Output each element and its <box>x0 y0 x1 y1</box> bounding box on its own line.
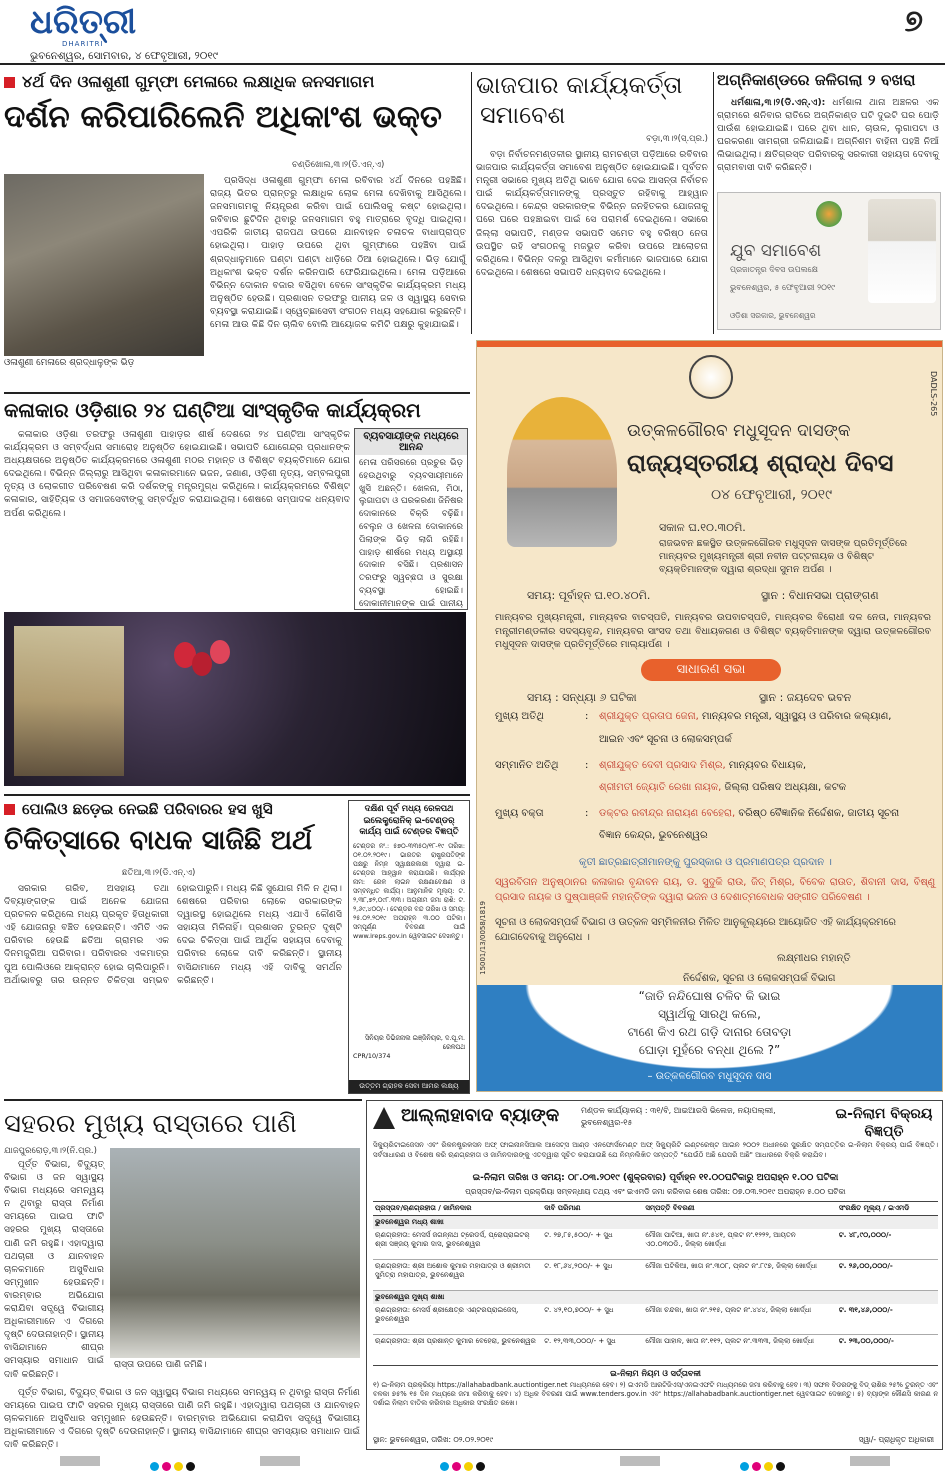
tender-footer: ଉତ୍ତମ ଗ୍ରାହକ ସେବା ଆମର ଲକ୍ଷ୍ୟ <box>349 1080 469 1093</box>
black-dot <box>776 1462 785 1471</box>
row-rule-2 <box>4 794 470 796</box>
story-bjp-headline-2: ସମାବେଶ <box>480 101 566 129</box>
mela-night-photo <box>4 612 466 786</box>
madhusudan-ad <box>476 340 943 1092</box>
vendor-sidebar-title: ବ୍ୟବସାୟୀଙ୍କ ମଧ୍ୟରେ ଆନନ୍ଦ <box>355 429 467 455</box>
column-header: ସଂରକ୍ଷିତ ମୂଲ୍ୟ / ଇଏମଡି <box>838 1204 910 1212</box>
cell-claim: ଟ. ୨୭,୮୫,୫୦୦/- + ସୁଧ <box>544 1231 613 1239</box>
toy-stall-icon <box>14 626 124 776</box>
guest-label: ମୁଖ୍ୟ ବକ୍ତା <box>495 808 544 819</box>
bank-logo-icon <box>373 1107 395 1129</box>
magenta-dot <box>452 1462 461 1471</box>
ad-top-band <box>477 341 942 347</box>
cell-property: ମୌଜା ଚନ୍ଦକା, ଖାତା ନଂ.୨୧୫, ପ୍ଲଟ ନଂ.୪୪୪, ଜିଲ୍ଲା ଖୋର୍ଦ୍ଧା <box>645 1306 812 1314</box>
quote-line-1: “ଜାତି ନନ୍ଦିଘୋଷ ଚଳିବ କି ଭାଇ <box>638 989 781 1003</box>
terms-body: ୧) ଇ-ନିଲାମ ପ୍ରକ୍ରିୟା https://allahabadbank.auctiontiger.net ମାଧ୍ୟମରେ ହେବ। ୨) ଇଏମଡି ଆରଟିଜିଏସ/ଏନଇଏଫଟି ମାଧ୍ୟମରେ ଜମା କରିବାକୁ ହେବ। ୩) ସଫଳ ବିଡରଙ୍କୁ ବିଡ୍ ରାଶିର ୨୫% ତୁରନ୍ତ ଏବଂ ବଳକା ୭୫% ୧୫ ଦିନ ମଧ୍ୟରେ ଜମା କରିବାକୁ ହେବ। ୪) ଅଧିକ ବିବରଣୀ ପାଇଁ www.tenders.gov.in ଏବଂ https://allahabadbank.auctiontiger.net ୱେବସାଇଟ ଦେଖନ୍ତୁ। ୫) ବ୍ୟାଙ୍କ କୌଣସି କାରଣ ନ ଦର୍ଶାଇ ନିଲାମ ବାତିଲ କରିବାର ଅଧିକାର ସଂରକ୍ଷିତ ରଖେ। <box>373 1381 938 1407</box>
award-line: କୃତୀ ଛାତ୍ରଛାତ୍ରୀମାନଙ୍କୁ ପୁରସ୍କାର ଓ ପ୍ରମାଣପତ୍ର ପ୍ରଦାନ । <box>579 857 832 868</box>
guest-label: ମୁଖ୍ୟ ଅତିଥି <box>495 711 544 722</box>
vendor-sidebar <box>354 428 468 610</box>
signatory: ଲକ୍ଷ୍ମୀଧର ମହାନ୍ତି <box>777 953 851 964</box>
kicker-text: ୪ର୍ଥ ଦିନ ଓଳାଶୁଣୀ ଗୁମ୍ଫା ମେଳାରେ ଲକ୍ଷାଧିକ ଜନସମାଗମ <box>22 72 375 91</box>
kicker-marker <box>4 77 15 88</box>
cell-property: ମୌଜା ଘଟିକିଆ, ଖାତା ନଂ.୩୦୮, ପ୍ଲଟ ନଂ.୮୯୭, ଜିଲ୍ଲା ଖୋର୍ଦ୍ଧା <box>645 1262 817 1270</box>
auction-table <box>373 1201 938 1366</box>
quote-line-3: ଟାଣେ କିଏ ରଥ ଗଡ଼ି ଦାନାର ତୋବଡ଼ା <box>627 1025 792 1039</box>
branch-label: ଭୁବନେଶ୍ୱର ମଧ୍ୟ ଶାଖା <box>373 1216 938 1229</box>
story-fire-paragraph: ଧର୍ମଶାଳା ଥାନା ଅଞ୍ଚଳର ଏକ ଗ୍ରାମରେ ଶନିବାର ରାତିରେ ଅଗ୍ନିକାଣ୍ଡ ଘଟି ଦୁଇଟି ଘର ପୋଡ଼ି ପାଉଁଶ ହୋଇଯାଇଛି। ଘରେ ଥିବା ଧାନ, ଚାଉଳ, ଲୁଗାପଟା ଓ ଘରକରଣା ସାମଗ୍ରୀ ଜଳିଯାଇଛି। ଅଗ୍ନିଶମ ବାହିନୀ ପହଞ୍ଚି ନିଆଁ ଲିଭାଇଥିଲା। କ୍ଷତିଗ୍ରସ୍ତ ପରିବାରକୁ ସରକାରୀ ସହାୟତା ଦେବାକୁ ଗ୍ରାମବାସୀ ଦାବି କରିଛନ୍ତି। <box>717 97 940 174</box>
story-water <box>4 1104 362 1460</box>
cell-reserve: ଟ. ୪୮,୯୦,୦୦୦/- <box>838 1231 892 1239</box>
guest-row <box>495 782 935 808</box>
guest-row: ମୁଖ୍ୟ ବକ୍ତା : ଡକ୍ଟର ରବୀନ୍ଦ୍ର ନାରାୟଣ ବେହେରା, ବରିଷ୍ଠ ବୈଜ୍ଞାନିକ ନିର୍ଦ୍ଦେଶକ, ଜାତୀୟ ସୂଚନା <box>495 808 900 819</box>
invite-line: ସୂଚନା ଓ ଲୋକସମ୍ପର୍କ ବିଭାଗ ଓ ଉତ୍କଳ ସମ୍ମିଳନୀର ମିଳିତ ଆନୁକୂଲ୍ୟରେ ଆୟୋଜିତ ଏହି କାର୍ଯ୍ୟକ୍ରମରେ ଯୋଗଦେବାକୁ ଅନୁରୋଧ । <box>495 917 896 943</box>
cell-claim: ଟ. ୪୨,୧୦,୭୦୦/- + ସୁଧ <box>544 1306 614 1314</box>
story-polio-paragraph: ସରକାର ଗରିବ, ଅସହାୟ ତଥା ଦିବ୍ୟାଙ୍ଗଙ୍କ ପାଇଁ ଅନେକ ଯୋଜନା ପ୍ରଚଳନ କରିଥିଲେ ମଧ୍ୟ ପ୍ରକୃତ ହିତାଧିକାରୀ ଏହି ଯୋଜନାରୁ ବଞ୍ଚିତ ହେଉଛନ୍ତି। ଏମିତି ଏକ ପରିବାର ହେଉଛି ଛତିଆ ଗ୍ରାମର ଏକ ଦିନମଜୁରିଆ ପରିବାର। ପରିବାରର ଏକମାତ୍ର ପୁଅ ପୋଲିଓରେ ଆକ୍ରାନ୍ତ ହୋଇ ଚାଲିପାରୁନି। ଅର୍ଥାଭାବରୁ ତାର ଉନ୍ନତ ଚିକିତ୍ସା ସମ୍ଭବ ହୋଇପାରୁନି। ମଧ୍ୟ କିଛି ସୁଯୋଗ ମିଳି ନ ଥିଲା। ଶେଷରେ ପରିବାର ଲୋକେ ସରକାରଙ୍କ ଦ୍ୱାରସ୍ଥ ହୋଇଥିଲେ ମଧ୍ୟ ଏଯାଏଁ କୌଣସି ସହାୟତା ମିଳିନାହିଁ। ପ୍ରଶାସନ ତୁରନ୍ତ ଦୃଷ୍ଟି ଦେଇ ଚିକିତ୍ସା ପାଇଁ ଆର୍ଥିକ ସହାୟତା ଦେବାକୁ ପରିବାର ଲୋକେ ଦାବି କରିଛନ୍ତି। ସ୍ଥାନୀୟ ବାସିନ୍ଦାମାନେ ମଧ୍ୟ ଏହି ଦାବିକୁ ସମର୍ଥନ କରିଛନ୍ତି। <box>4 883 342 986</box>
cell-claim: ଟ. ୧୨,୩୩,୦୦୦/- + ସୁଧ <box>544 1337 616 1345</box>
story-mela-body <box>210 174 466 384</box>
water-photo-caption: ରାସ୍ତା ଉପରେ ପାଣି ଜମିଛି। <box>114 1360 207 1370</box>
guest-row <box>495 830 935 852</box>
signatory-title: ନିର୍ଦ୍ଦେଶକ, ସୂଚନା ଓ ଲୋକସମ୍ପର୍କ ବିଭାଗ <box>683 973 836 984</box>
story-bjp-body <box>476 148 708 328</box>
meeting-banner <box>641 659 781 681</box>
story-fire <box>717 70 941 190</box>
registration-bar <box>60 1456 100 1466</box>
page-number: ୭ <box>904 4 923 39</box>
guest-row: ମୁଖ୍ୟ ଅତିଥି : ଶ୍ରୀଯୁକ୍ତ ପ୍ରତାପ ଜେନା, ମାନ୍ୟବର ମନ୍ତ୍ରୀ, ସ୍ୱାସ୍ଥ୍ୟ ଓ ପରିବାର କଲ୍ୟାଣ, <box>495 711 892 722</box>
story-fire-headline: ଅଗ୍ନିକାଣ୍ଡରେ ଜଳିଗଲା ୨ ବଖରା <box>717 71 916 89</box>
guest-row <box>495 734 935 760</box>
bank-name: ଆଲ୍ଲାହାବାଦ ବ୍ୟାଙ୍କ <box>401 1105 560 1126</box>
auction-date: ଇ-ନିଲାମ ତାରିଖ ଓ ସମୟ: ୦୮.୦୩.୨୦୧୯ (ଶୁକ୍ରବାର) ପୂର୍ବାହ୍ନ ୧୧.୦୦ଘଟିକାରୁ ଅପରାହ୍ନ ୧.୦୦ ଘଟିକା <box>472 1173 839 1183</box>
story-water-dateline: ଯାଜପୁରରୋଡ଼,୩।୨(ନି.ପ୍ର.) <box>4 1146 97 1156</box>
kicker-marker <box>4 804 15 815</box>
story-bjp-paragraph: ବଡ଼ା ନିର୍ବାଚନମଣ୍ଡଳୀର ସ୍ଥାନୀୟ ରାମଚଣ୍ଡୀ ପଡ଼ିଆରେ ରବିବାର ଭାଜପାର କାର୍ଯ୍ୟକର୍ତ୍ତା ସମାବେଶ ଅନୁଷ୍ଠିତ ହୋଇଯାଇଛି। ପୂର୍ବତନ ମନ୍ତ୍ରୀ ସଭାରେ ମୁଖ୍ୟ ଅତିଥି ଭାବେ ଯୋଗ ଦେଇ ଆସନ୍ତା ନିର୍ବାଚନ ପାଇଁ କାର୍ଯ୍ୟକର୍ତ୍ତାମାନଙ୍କୁ ପ୍ରସ୍ତୁତ ରହିବାକୁ ଆହ୍ୱାନ ଦେଇଥିଲେ। କେନ୍ଦ୍ର ସରକାରଙ୍କ ବିଭିନ୍ନ ଜନହିତକର ଯୋଜନାକୁ ଘରେ ଘରେ ପହଞ୍ଚାଇବା ପାଇଁ ସେ ପରାମର୍ଶ ଦେଇଥିଲେ। ସଭାରେ ଜିଲ୍ଲା ସଭାପତି, ମଣ୍ଡଳ ସଭାପତି ସମେତ ବହୁ ବରିଷ୍ଠ ନେତା ଉପସ୍ଥିତ ରହି ସଂଗଠନକୁ ମଜଭୁତ କରିବା ଉପରେ ଆଲୋଚନା କରିଥିଲେ। ବିଭିନ୍ନ ଦଳରୁ ଆସିଥିବା କର୍ମୀମାନେ ଭାଜପାରେ ଯୋଗ ଦେଇଥିଲେ। ଶେଷରେ ସଭାପତି ଧନ୍ୟବାଦ ଦେଇଥିଲେ। <box>476 149 708 278</box>
meeting-time: ସମୟ : ସନ୍ଧ୍ୟା ୬ ଘଟିକା <box>527 691 637 704</box>
quote-line-4: ଘୋଡ଼ା ମୁହଁରେ ବନ୍ଧା ଥିଲେ ?” <box>638 1043 781 1057</box>
guest-row: ସମ୍ମାନିତ ଅତିଥି : ଶ୍ରୀଯୁକ୍ତ ଦେବୀ ପ୍ରସାଦ ମିଶ୍ର, ମାନ୍ୟବର ବିଧାୟକ, <box>495 760 807 771</box>
column-header: ଦାବି ପରିମାଣ <box>544 1204 581 1212</box>
bank-footer-left: ସ୍ଥାନ: ଭୁବନେଶ୍ୱର, ତାରିଖ: ୦୨.୦୨.୨୦୧୯ <box>373 1435 494 1444</box>
column-header: ପ୍ରସ୍ତାବ/ଋଣଗ୍ରହୀତା / ଜାମିନଦାର <box>375 1204 472 1212</box>
story-water-headline: ସହରର ମୁଖ୍ୟ ରାସ୍ତାରେ ପାଣି <box>4 1109 297 1139</box>
guest-detail: ଆଇନ ଏବଂ ସୂଚନା ଓ ଲୋକସମ୍ପର୍କ <box>599 734 732 745</box>
bank-ad-title: ଇ-ନିଲାମ ବିକ୍ରୟ ବିଜ୍ଞପ୍ତି <box>835 1106 933 1140</box>
yellow-dot <box>174 1462 183 1471</box>
yellow-dot <box>464 1462 473 1471</box>
quote-author: – ଉତ୍କଳଗୌରବ ମଧୁସୂଦନ ଦାସ <box>647 1071 772 1082</box>
table-row <box>373 1304 938 1335</box>
black-dot <box>476 1462 485 1471</box>
mela-crowd-photo <box>4 174 204 356</box>
terms-title: ଇ-ନିଲାମ ନିୟମ ଓ ସର୍ତ୍ତାବଳୀ <box>610 1369 701 1378</box>
cell-party: ଋଣଗ୍ରହୀତା: ଶ୍ରୀ ପ୍ରଶାନ୍ତ କୁମାର ବେହେରା, ଭୁବନେଶ୍ୱର <box>375 1337 536 1345</box>
balloon-icon <box>192 652 212 676</box>
yellow-dot <box>764 1462 773 1471</box>
column-header: ସମ୍ପତ୍ତି ବିବରଣୀ <box>645 1204 695 1212</box>
meeting-place: ସ୍ଥାନ : ଜୟଦେବ ଭବନ <box>759 691 852 704</box>
yuva-samabesh-ad <box>717 192 941 330</box>
tender-title-2: ଇଲେକ୍ଟ୍ରୋନିକ୍ ଇ-ଟେଣ୍ଡର୍ କାର୍ଯ୍ୟ ପାଇଁ ଟେଣ୍ଡର ବିଜ୍ଞପ୍ତି <box>359 816 459 837</box>
registration-bar <box>850 1456 890 1466</box>
registration-bar <box>620 1456 660 1466</box>
yuva-date: ଭୁବନେଶ୍ୱର, ୫ ଫେବୃଆରୀ ୨୦୧୯ <box>730 283 836 292</box>
tender-code: CPR/10/374 <box>353 1052 391 1060</box>
masthead-logo: ଧରିତ୍ରୀ <box>30 2 137 42</box>
kicker-text: ପୋଲିଓ ଛଡ଼େଇ ନେଇଛି ପରିବାରର ହସ ଖୁସି <box>22 800 273 818</box>
ad-place-label: ସ୍ଥାନ : ବିଧାନସଭା ପ୍ରାଙ୍ଗଣ <box>761 589 879 602</box>
cyan-dot <box>740 1462 749 1471</box>
balloon-icon <box>210 640 230 664</box>
story-polio-headline: ଚିକିତ୍ସାରେ ବାଧକ ସାଜିଛି ଅର୍ଥ <box>4 825 313 856</box>
cell-reserve: ଟ. ୨୩,୦୦,୦୦୦/- <box>838 1337 894 1345</box>
railway-tender-ad <box>348 800 470 1094</box>
ad-morning-time: ସକାଳ ଘ.୧୦.୩୦ମି. <box>659 521 746 534</box>
story-mela-kicker <box>4 72 467 94</box>
cell-property: ମୌଜା ପାଟିଆ, ଖାତା ନଂ.୫୪୧, ପ୍ଲଟ ନଂ.୧୨୨୨, ଆୟତନ ଏ୦.୦୩୦ଡି., ଜିଲ୍ଲା ଖୋର୍ଦ୍ଧା <box>645 1231 796 1248</box>
bank-footer-right: ସ୍ୱା/- ପ୍ରାଧିକୃତ ଅଧିକାରୀ <box>858 1435 934 1444</box>
ad-garland-text: ମାନ୍ୟବର ମୁଖ୍ୟମନ୍ତ୍ରୀ, ମାନ୍ୟବର ବାଚସ୍ପତି, ମାନ୍ୟବର ଉପବାଚସ୍ପତି, ମାନ୍ୟବର ବିରୋଧୀ ଦଳ ନେତା, ମାନ୍ୟବର ମନ୍ତ୍ରୀମଣ୍ଡଳୀର ସଦସ୍ୟବୃନ୍ଦ, ମାନ୍ୟବର ସାଂସଦ ତଥା ବିଧାୟକଗଣ ଓ ବିଶିଷ୍ଟ ବ୍ୟକ୍ତିମାନଙ୍କ ଦ୍ୱାରା ଉତ୍କଳଗୌରବ ମଧୁସୂଦନ ଦାସଙ୍କ ପ୍ରତିମୂର୍ତ୍ତିରେ ମାଲ୍ୟାର୍ପଣ । <box>495 612 931 650</box>
guest-detail: ବରିଷ୍ଠ ବୈଜ୍ଞାନିକ ନିର୍ଦ୍ଦେଶକ, ଜାତୀୟ ସୂଚନା <box>738 808 900 819</box>
black-dot <box>186 1462 195 1471</box>
row-rule-3 <box>4 1099 362 1101</box>
story-polio-dateline: ଛତିଆ,୩।୨(ଡି.ଏନ୍.ଏ) <box>122 868 196 878</box>
story-polio <box>4 800 344 1096</box>
color-dots <box>740 1456 788 1471</box>
guest-label: ସମ୍ମାନିତ ଅତିଥି <box>495 760 559 771</box>
row-rule-1 <box>4 392 470 394</box>
story-bjp <box>476 70 710 334</box>
printer-marks <box>0 1452 945 1471</box>
vendor-sidebar-body: ମେଳା ପରିସରରେ ପ୍ରଚୁର ଭିଡ଼ ହେଉଥିବାରୁ ବ୍ୟବସାୟୀମାନେ ଖୁସି ଅଛନ୍ତି। ଖେଳନା, ମିଠା, ଲୁଗାପଟା ଓ ଘରକରଣା ଜିନିଷର ଦୋକାନରେ ବିକ୍ରି ବଢ଼ିଛି। ବେଲୁନ ଓ ଖେଳନା ଦୋକାନରେ ପିଲାଙ୍କ ଭିଡ଼ ଲାଗି ରହିଛି। ପାହାଡ଼ ଶୀର୍ଷରେ ମଧ୍ୟ ଅସ୍ଥାୟୀ ଦୋକାନ ବସିଛି। ପ୍ରଶାସନ ତରଫରୁ ସ୍ୱଚ୍ଛତା ଓ ସୁରକ୍ଷା ବ୍ୟବସ୍ଥା ହୋଇଛି। ଦୋକାନୀମାନଙ୍କ ପାଇଁ ପାନୀୟ <box>359 458 463 609</box>
ad-morning-text: ରାଜଭବନ ଛକସ୍ଥିତ ଉତ୍କଳଗୌରବ ମଧୁସୂଦନ ଦାସଙ୍କ ପ୍ରତିମୂର୍ତ୍ତିରେ ମାନ୍ୟବର ମୁଖ୍ୟମନ୍ତ୍ରୀ ଶ୍ରୀ ନବୀନ ପଟ୍ଟନାୟକ ଓ ବିଶିଷ୍ଟ ବ୍ୟକ୍ତିମାନଙ୍କ ଦ୍ୱାରା ଶ୍ରଦ୍ଧା ସୁମନ ଅର୍ପଣ । <box>659 538 908 575</box>
water-street-photo <box>110 1148 360 1358</box>
color-dots <box>440 1456 488 1471</box>
story-fire-dateline: ଧର୍ମଶାଳା,୩।୨(ଡି.ଏନ୍.ଏ): <box>731 97 826 108</box>
story-mela-headline: ଦର୍ଶନ କରିପାରିଲେନି ଅଧିକାଂଶ ଭକ୍ତ <box>4 99 443 135</box>
cell-reserve: ଟ. ୩୧,୪୬,୦୦୦/- <box>838 1306 893 1314</box>
guest-detail: ମାନ୍ୟବର ବିଧାୟକ, <box>728 760 807 771</box>
ad-side-code: 15001/13/0058/1819 <box>479 901 487 975</box>
ad-date: ୦୪ ଫେବୃଆରୀ, ୨୦୧୯ <box>711 487 833 503</box>
meeting-banner-text: ସାଧାରଣ ସଭା <box>676 662 746 677</box>
story-water-body-top <box>4 1158 104 1384</box>
ad-time-label: ସମୟ: ପୂର୍ବାହ୍ନ ଘ.୧୦.୪୦ମି. <box>527 589 651 602</box>
guest-name: ଡକ୍ଟର ରବୀନ୍ଦ୍ର ନାରାୟଣ ବେହେରା, <box>599 808 736 819</box>
col-rule-v1 <box>471 72 472 334</box>
registration-bar <box>260 1456 300 1466</box>
masthead <box>0 0 945 66</box>
table-row <box>373 1260 938 1291</box>
yuva-logo-icon <box>814 199 844 229</box>
bank-address: ମଣ୍ଡଳ କାର୍ଯ୍ୟାଳୟ : ୩୧/ବି, ଆଇଆରସି ଭିଲେଜ, ନୟାପଲ୍ଲୀ, ଭୁବନେଶ୍ୱର-୧୫ <box>581 1106 776 1127</box>
cell-property: ମୌଜା ପାହାଳ, ଖାତା ନଂ.୧୧୨, ପ୍ଲଟ ନଂ.୩୩୩, ଜିଲ୍ଲା ଖୋର୍ଦ୍ଧା <box>645 1337 814 1345</box>
col-rule-v2 <box>713 72 714 334</box>
allahabad-bank-ad <box>366 1100 943 1450</box>
table-row <box>373 1229 938 1260</box>
story-polio-body <box>4 882 342 1092</box>
guest-name: ଶ୍ରୀଯୁକ୍ତ ପ୍ରତାପ ଜେନା, <box>599 711 699 722</box>
guest-detail: ମାନ୍ୟବର ମନ୍ତ୍ରୀ, ସ୍ୱାସ୍ଥ୍ୟ ଓ ପରିବାର କଲ୍ୟାଣ, <box>701 711 892 722</box>
masthead-dateline: ଭୁବନେଶ୍ୱର, ସୋମବାର, ୪ ଫେବୃଆରୀ, ୨୦୧୯ <box>30 50 219 62</box>
story-kalakar-paragraph: କଳାକାର ଓଡ଼ିଶା ତରଫରୁ ଓଳାଶୁଣୀ ପାହାଡ଼ର ଶୀର୍ଷ ଦେଶରେ ୨୪ ଘଣ୍ଟିଆ ସାଂସ୍କୃତିକ କାର୍ଯ୍ୟକ୍ରମ ଓ ସମ୍ବର୍ଦ୍ଧନା ସମାରୋହ ଅନୁଷ୍ଠିତ ହୋଇଯାଇଛି। ସଭାପତି ଯୋଗେନ୍ଦ୍ର ପ୍ରଧାନଙ୍କ ଅଧ୍ୟକ୍ଷତାରେ ଅନୁଷ୍ଠିତ କାର୍ଯ୍ୟକ୍ରମରେ ଓଳାଶୁଣୀ ମଠର ମହାନ୍ତ ଓ ବିଶିଷ୍ଟ ବ୍ୟକ୍ତିମାନେ ଯୋଗ ଦେଇଥିଲେ। ବିଭିନ୍ନ ଜିଲ୍ଲାରୁ ଆସିଥିବା କଳାକାରମାନେ ଭଜନ, ଜଣାଣ, ଓଡ଼ିଶୀ ନୃତ୍ୟ, ସମ୍ବଲପୁରୀ ନୃତ୍ୟ ଓ ଲୋକଗୀତ ପରିବେଷଣ କରି ଦର୍ଶକଙ୍କୁ ମନ୍ତ୍ରମୁଗ୍ଧ କରିଥିଲେ। କାର୍ଯ୍ୟକ୍ରମରେ ବିଶିଷ୍ଟ କଳାକାର, ସାହିତ୍ୟିକ ଓ ସମାଜସେବୀଙ୍କୁ ସମ୍ବର୍ଦ୍ଧିତ କରାଯାଇଥିଲା। ଶେଷରେ ସମ୍ପାଦକ ଧନ୍ୟବାଦ ଅର୍ପଣ କରିଥିଲେ। <box>4 429 350 519</box>
story-mela-dateline: ଚଣ୍ଡିଖୋଲ,୩।୨(ଡି.ଏନ୍.ଏ) <box>292 160 385 170</box>
color-dots <box>150 1456 198 1471</box>
tender-body: ଟେଣ୍ଡର ନଂ.: ୫୭୦-୩୩୫୦/୧୮-୧୯ ତାରିଖ: ୦୧.୦୨.୨୦୧୯। ଭାରତର ରାଷ୍ଟ୍ରପତିଙ୍କ ପକ୍ଷରୁ ନିମ୍ନ ସ୍ୱାକ୍ଷରକାରୀ ଦ୍ୱାରା ଇ-ଟେଣ୍ଡର ଆହ୍ୱାନ କରାଯାଉଛି। କାର୍ଯ୍ୟର ନାମ: ରେଳ ଲାଇନ ରକ୍ଷଣାବେକ୍ଷଣ ଓ ସମ୍ବନ୍ଧିତ କାର୍ଯ୍ୟ। ଆନୁମାନିକ ମୂଲ୍ୟ: ଟ. ୨,୩୮,୭୨,୦୯୮.୩୩। ଅଗ୍ରୀମ ଜମା ରାଶି: ଟ. ୨,୬୯,୪୦୦/-। ଟେଣ୍ଡର ବନ୍ଦ ତାରିଖ ଓ ସମୟ: ୨୫.୦୨.୨୦୧୯ ଅପରାହ୍ନ ୩.୦୦ ଘଟିକା। ସମ୍ପୂର୍ଣ୍ଣ ବିବରଣୀ ପାଇଁ www.ireps.gov.in ୱେବସାଇଟ ଦେଖନ୍ତୁ। <box>353 842 465 940</box>
mela-photo-caption: ଓଳାଶୁଣୀ ମେଳାରେ ଶ୍ରଦ୍ଧାଳୁଙ୍କ ଭିଡ଼ <box>4 358 135 368</box>
guest-name: ଶ୍ରୀଯୁକ୍ତ ଦେବୀ ପ୍ରସାଦ ମିଶ୍ର, <box>599 760 726 771</box>
story-kalakar-headline: କଳାକାର ଓଡ଼ିଶାର ୨୪ ଘଣ୍ଟିଆ ସାଂସ୍କୃତିକ କାର୍ଯ୍ୟକ୍ରମ <box>4 399 421 422</box>
table-row <box>373 1335 938 1366</box>
yuva-footer: ଓଡ଼ିଶା ସରକାର, ଭୁବନେଶ୍ୱର <box>730 311 816 320</box>
ad-subtitle: ରାଜ୍ୟସ୍ତରୀୟ ଶ୍ରାଦ୍ଧ ଦିବସ <box>627 449 894 477</box>
story-polio-kicker <box>4 800 344 820</box>
story-mela-paragraph: ପ୍ରସିଦ୍ଧ ଓଳାଶୁଣୀ ଗୁମ୍ଫା ମେଳା ରବିବାର ୪ର୍ଥ ଦିନରେ ପହଞ୍ଚିଛି। ରାଜ୍ୟ ଭିତର ପ୍ରାନ୍ତରୁ ଲକ୍ଷାଧିକ ଲୋକ ମେଳା ଦେଖିବାକୁ ଆସିଥିଲେ। ଜନସମାଗମକୁ ନିୟନ୍ତ୍ରଣ କରିବା ପାଇଁ ପୋଲିସକୁ କଷ୍ଟ ହୋଇଥିଲା। ରବିବାର ଛୁଟିଦିନ ଥିବାରୁ ଜନସମାଗମ ବହୁ ମାତ୍ରାରେ ବୃଦ୍ଧି ପାଇଥିଲା। ଏପରିକି ଜାତୀୟ ରାଜପଥ ଉପରେ ଯାନବାହନ ଚଳାଚଳ ବାଧାପ୍ରାପ୍ତ ହୋଇଥିଲା। ପାହାଡ଼ ଉପରେ ଥିବା ଗୁମ୍ଫାରେ ପହଞ୍ଚିବା ପାଇଁ ଶ୍ରଦ୍ଧାଳୁମାନେ ଘଣ୍ଟା ଘଣ୍ଟା ଧାଡ଼ିରେ ଠିଆ ହୋଇଥିଲେ। ଭିଡ଼ ଯୋଗୁଁ ଅଧିକାଂଶ ଭକ୍ତ ଦର୍ଶନ କରିନପାରି ଫେରିଯାଇଥିଲେ। ମେଳା ପଡ଼ିଆରେ ବିଭିନ୍ନ ଦୋକାନ ବଜାର ବସିଥିବା ବେଳେ ସାଂସ୍କୃତିକ କାର୍ଯ୍ୟକ୍ରମ ମଧ୍ୟ ଅନୁଷ୍ଠିତ ହେଉଛି। ପ୍ରଶାସନ ତରଫରୁ ପାନୀୟ ଜଳ ଓ ସ୍ୱାସ୍ଥ୍ୟ ସେବାର ବ୍ୟବସ୍ଥା କରାଯାଇଛି। ସ୍ୱେଚ୍ଛାସେବୀ ସଂଗଠନ ମଧ୍ୟ ସହଯୋଗ କରୁଛନ୍ତି। ମେଳା ଆଉ କିଛି ଦିନ ଚାଲିବ ବୋଲି ଆୟୋଜକ କମିଟି ପକ୍ଷରୁ କୁହାଯାଇଛି। <box>210 175 466 331</box>
cell-party: ଋଣଗ୍ରହୀତା: ମେସର୍ସ ଶ୍ରୀକ୍ଷେତ୍ର ଏଣ୍ଟରପ୍ରାଇଜେସ୍, ଭୁବନେଶ୍ୱର <box>375 1306 519 1323</box>
yuva-subtitle: ପ୍ରଜାତନ୍ତ୍ର ଦିବସ ଉପଲକ୍ଷେ <box>730 265 819 274</box>
guest-name: ଶ୍ରୀମତୀ ଜ୍ୟୋତି ରେଖା ନାୟକ, <box>599 782 722 793</box>
story-water-paragraph: ପୂର୍ତ୍ତ ବିଭାଗ, ବିଦ୍ୟୁତ୍ ବିଭାଗ ଓ ଜନ ସ୍ୱାସ୍ଥ୍ୟ ବିଭାଗ ମଧ୍ୟରେ ସମନ୍ୱୟ ନ ଥିବାରୁ ରାସ୍ତା ନିର୍ମାଣ ସମୟରେ ପାଇପ ଫାଟି ସହରର ମୁଖ୍ୟ ରାସ୍ତାରେ ପାଣି ଜମି ରହୁଛି। ଏହାଦ୍ୱାରା ପଥଚାରୀ ଓ ଯାନବାହନ ଚାଳକମାନେ ଅସୁବିଧାର ସମ୍ମୁଖୀନ ହେଉଛନ୍ତି। ବାରମ୍ବାର ଅଭିଯୋଗ କରାଯିବା ସତ୍ତ୍ୱେ ବିଭାଗୀୟ ଅଧିକାରୀମାନେ ଏ ଦିଗରେ ଦୃଷ୍ଟି ଦେଉନାହାନ୍ତି। ସ୍ଥାନୀୟ ବାସିନ୍ଦାମାନେ ଶୀଘ୍ର ସମସ୍ୟାର ସମାଧାନ ପାଇଁ ଦାବି କରିଛନ୍ତି। <box>4 1159 104 1380</box>
guest-detail: ଜିଲ୍ଲା ପରିଷଦ ଅଧ୍ୟକ୍ଷା, କଟକ <box>724 782 847 793</box>
story-bjp-dateline: ବଡ଼ା,୩।୨(ସ୍.ପ୍ର.) <box>646 134 708 144</box>
story-water-paragraph-cont: ପୂର୍ତ୍ତ ବିଭାଗ, ବିଦ୍ୟୁତ୍ ବିଭାଗ ଓ ଜନ ସ୍ୱାସ୍ଥ୍ୟ ବିଭାଗ ମଧ୍ୟରେ ସମନ୍ୱୟ ନ ଥିବାରୁ ରାସ୍ତା ନିର୍ମାଣ ସମୟରେ ପାଇପ ଫାଟି ସହରର ମୁଖ୍ୟ ରାସ୍ତାରେ ପାଣି ଜମି ରହୁଛି। ଏହାଦ୍ୱାରା ପଥଚାରୀ ଓ ଯାନବାହନ ଚାଳକମାନେ ଅସୁବିଧାର ସମ୍ମୁଖୀନ ହେଉଛନ୍ତି। ବାରମ୍ବାର ଅଭିଯୋଗ କରାଯିବା ସତ୍ତ୍ୱେ ବିଭାଗୀୟ ଅଧିକାରୀମାନେ ଏ ଦିଗରେ ଦୃଷ୍ଟି ଦେଉନାହାନ୍ତି। ସ୍ଥାନୀୟ ବାସିନ୍ଦାମାନେ ଶୀଘ୍ର ସମସ୍ୟାର ସମାଧାନ ପାଇଁ ଦାବି କରିଛନ୍ତି। <box>4 1387 360 1451</box>
ad-title: ଉତ୍କଳଗୌରବ ମଧୁସୂଦନ ଦାସଙ୍କ <box>627 421 851 441</box>
madhusudan-portrait <box>507 397 617 547</box>
auction-sub-line: ପ୍ରସ୍ତାବ/ଇ-ନିଲାମ ପ୍ରକ୍ରିୟା ସମ୍ବନ୍ଧୀୟ ତଥ୍ୟ ଏବଂ ଇଏମଡି ଜମା କରିବାର ଶେଷ ତାରିଖ: ୦୭.୦୩.୨୦୧୯ ଅପରାହ୍ନ ୫.୦୦ ଘଟିକା <box>465 1187 846 1196</box>
artists-line: ସ୍ୱରବିତାନ ଅନୁଷ୍ଠାନର କଳାକାର ବୃନ୍ଦାବନ ରାୟ, ଡ. ସୁଦୁକି ରାଉ, ଜିତ୍ ମିଶ୍ର, ବିବେକ ରାଉତ, ଶିବାନୀ ଦାସ, ବିଷ୍ଣୁ ପ୍ରସାଦ ନାୟକ ଓ ପୁଷ୍ପାଞ୍ଜଳି ମହାନ୍ତିଙ୍କ ଦ୍ୱାରା ଭଜନ ଓ ଦେଶାତ୍ମବୋଧକ ସଙ୍ଗୀତ ପରିବେଷଣ । <box>495 877 935 903</box>
story-fire-body <box>717 96 939 188</box>
ad-code: DADLS-265 <box>929 371 938 417</box>
bank-intro: ସିକ୍ୟୁରିଟାଇଜେସନ ଏବଂ ରିକନଷ୍ଟ୍ରକସନ ଅଫ୍ ଫାଇନାନସିଆଲ ଆସେଟ୍ସ ଆଣ୍ଡ ଏନଫୋର୍ସମେଣ୍ଟ ଅଫ୍ ସିକ୍ୟୁରିଟି ଇଣ୍ଟରେଷ୍ଟ ଆଇନ ୨୦୦୨ ଅଧୀନରେ ସୁରକ୍ଷିତ ସମ୍ପତ୍ତିର ଇ-ନିଲାମ ବିକ୍ରୟ ପାଇଁ ବିଜ୍ଞପ୍ତି। ସର୍ବସାଧାରଣ ଓ ବିଶେଷ କରି ଋଣଗ୍ରହୀତା ଓ ଜାମିନଦାରଙ୍କୁ ଏତଦ୍ୱାରା ସୂଚିତ କରାଯାଉଛି ଯେ ନିମ୍ନଲିଖିତ ସମ୍ପତ୍ତି "ଯେଉଁଠି ଅଛି ଯେପରି ଅଛି" ଆଧାରରେ ବିକ୍ରି କରାଯିବ। <box>373 1141 938 1159</box>
guest-list <box>495 711 935 852</box>
tender-title-1: ଦକ୍ଷିଣ ପୂର୍ବ ମଧ୍ୟ ରେଳପଥ <box>364 804 454 814</box>
guest-detail: ବିଜ୍ଞାନ କେନ୍ଦ୍ର, ଭୁବନେଶ୍ୱର <box>599 830 708 841</box>
yuva-title: ଯୁବ ସମାବେଶ <box>730 241 822 261</box>
cell-party: ଋଣଗ୍ରହୀତା: ମେସର୍ସ ଜଗନ୍ନାଥ ଟ୍ରେଡର୍ସ, ପ୍ରୋପ୍ରାଇଟର୍ ଶ୍ରୀ ସଞ୍ଜୟ କୁମାର ଦାସ, ଭୁବନେଶ୍ୱର <box>375 1231 530 1248</box>
auction-table-header <box>373 1201 938 1216</box>
masthead-logo-sub: DHARITRI <box>62 40 104 48</box>
story-water-body-bottom <box>4 1386 360 1458</box>
story-kalakar <box>4 398 470 790</box>
tender-signature: ସିନିୟର ଡିଭିଜନାଲ ଇଞ୍ଜିନିୟର, ଦ.ପୂ.ମ. ରେଳପଥ <box>365 1034 465 1051</box>
cell-reserve: ଟ. ୨୬,୦୦,୦୦୦/- <box>838 1262 893 1270</box>
story-kalakar-body <box>4 428 350 608</box>
yuva-cm-portrait <box>868 199 936 303</box>
odisha-emblem-icon <box>689 355 733 399</box>
quote-panel <box>477 985 942 1091</box>
cyan-dot <box>150 1462 159 1471</box>
quote-line-2: ସ୍ୱାର୍ଥକୁ ସାରଥି କଲେ, <box>658 1007 761 1021</box>
story-bjp-headline-1: ଭାଜପାର କାର୍ଯ୍ୟକର୍ତ୍ତା <box>476 71 683 99</box>
cell-party: ଋଣଗ୍ରହୀତା: ଶ୍ରୀ ଅଶୋକ କୁମାର ମହାପାତ୍ର ଓ ଶ୍ରୀମତୀ ସୁମିତ୍ରା ମହାପାତ୍ର, ଭୁବନେଶ୍ୱର <box>375 1262 531 1279</box>
magenta-dot <box>162 1462 171 1471</box>
branch-label: ଭୁବନେଶ୍ୱର ମୁଖ୍ୟ ଶାଖା <box>373 1291 938 1304</box>
story-mela <box>4 72 467 388</box>
cell-claim: ଟ. ୧୮,୬୪,୨୦୦/- + ସୁଧ <box>544 1262 613 1270</box>
masthead-rule <box>0 63 945 65</box>
cyan-dot <box>440 1462 449 1471</box>
magenta-dot <box>752 1462 761 1471</box>
